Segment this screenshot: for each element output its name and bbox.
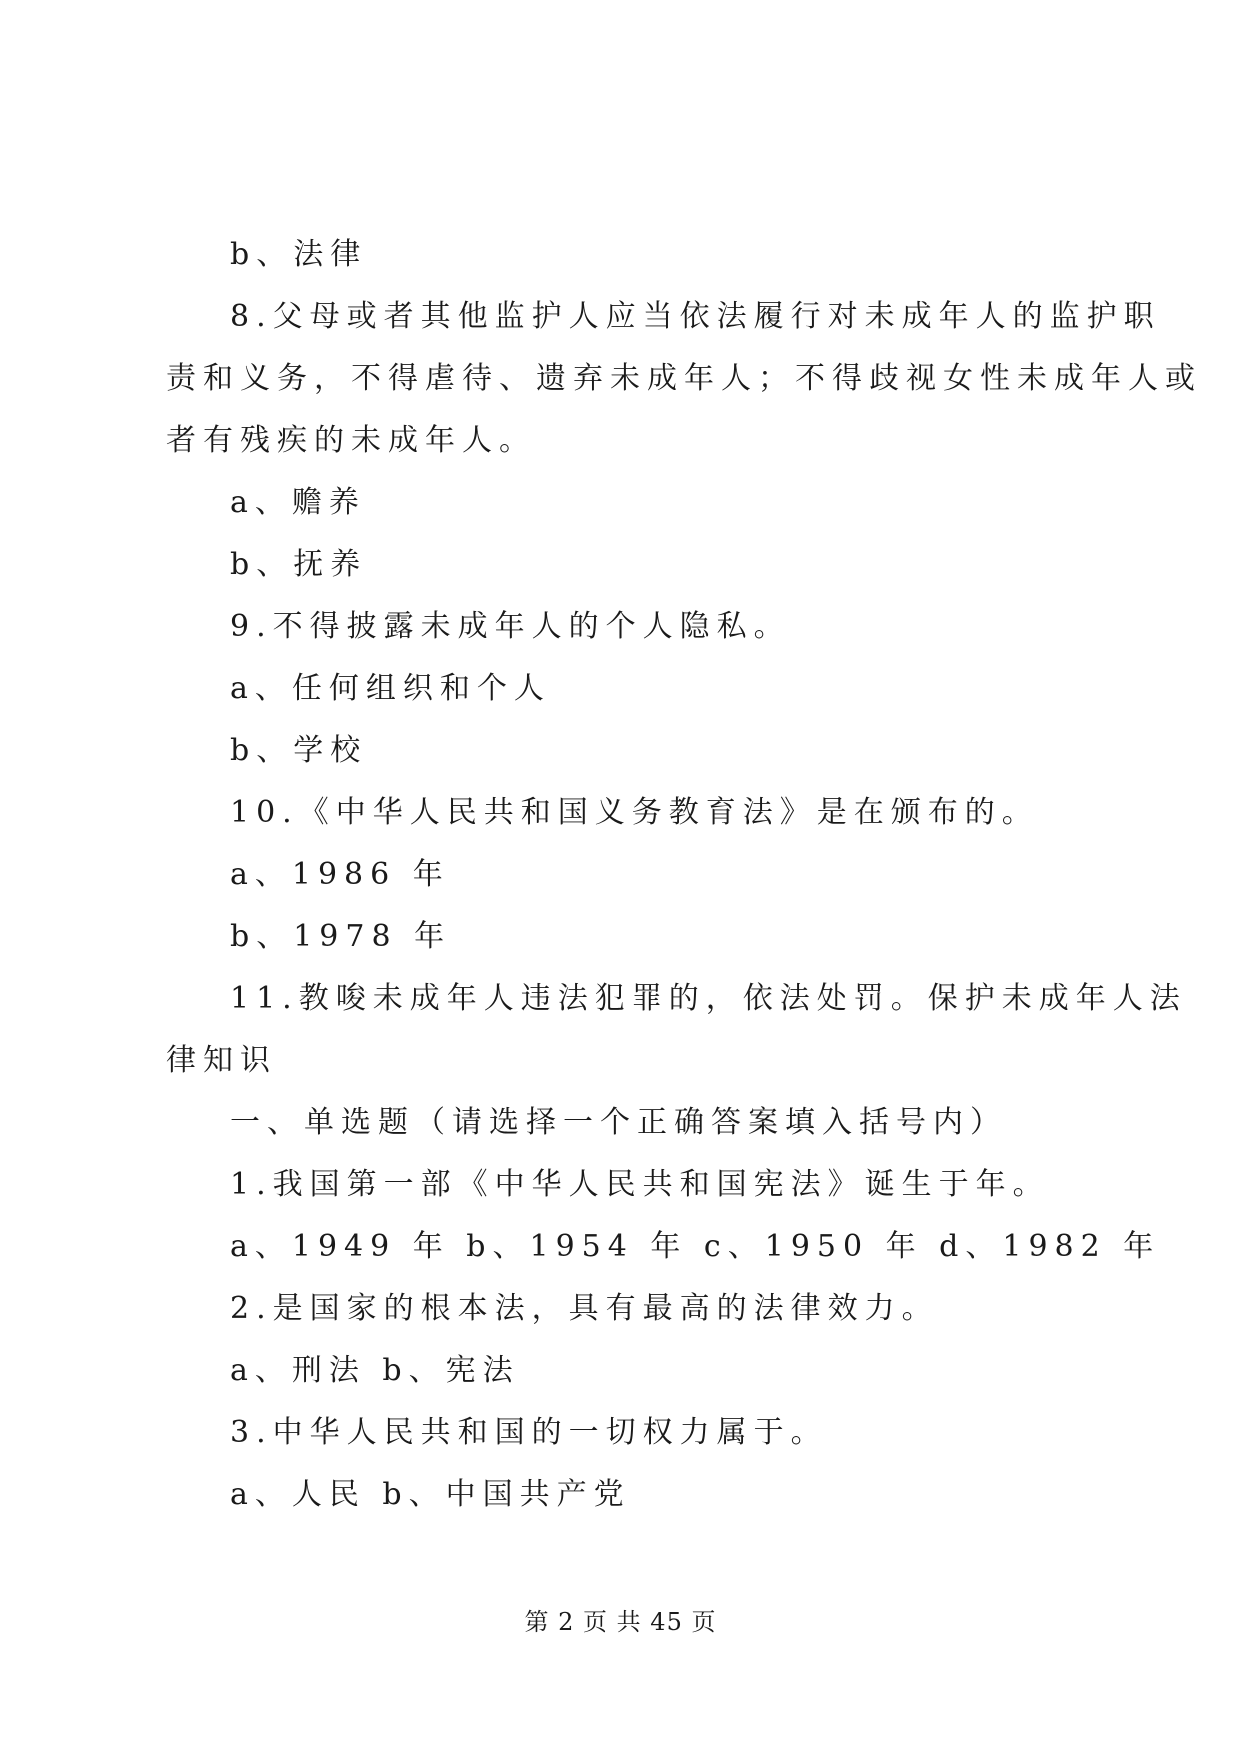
- section-question-1: 1.我国第一部《中华人民共和国宪法》诞生于年。: [230, 1167, 1050, 1202]
- section-question-2: 2.是国家的根本法，具有最高的法律效力。: [230, 1291, 939, 1326]
- question-8-line-2: 责和义务，不得虐待、遗弃未成年人；不得歧视女性未成年人或: [166, 361, 1202, 396]
- option-a-support: a、赡养: [230, 485, 366, 520]
- option-b-raise: b、抚养: [230, 547, 368, 582]
- question-8-line-1: 8.父母或者其他监护人应当依法履行对未成年人的监护职: [230, 299, 1161, 334]
- question-10: 10.《中华人民共和国义务教育法》是在颁布的。: [230, 795, 1039, 830]
- question-8-line-3: 者有残疾的未成年人。: [166, 423, 536, 458]
- page-footer: 第 2 页 共 45 页: [524, 1608, 717, 1636]
- question-11-line-1: 11.教唆未成年人违法犯罪的，依法处罚。保护未成年人法: [230, 981, 1187, 1016]
- option-b-law: b、法律: [230, 237, 368, 272]
- option-b-school: b、学校: [230, 733, 368, 768]
- section-question-3: 3.中华人民共和国的一切权力属于。: [230, 1415, 828, 1450]
- option-a-1986: a、1986 年: [230, 857, 450, 892]
- section-question-2-options: a、刑法 b、宪法: [230, 1353, 520, 1388]
- option-b-1978: b、1978 年: [230, 919, 452, 954]
- question-11-line-2: 律知识: [166, 1043, 277, 1078]
- section-question-1-options: a、1949 年 b、1954 年 c、1950 年 d、1982 年: [230, 1229, 1161, 1264]
- question-9: 9.不得披露未成年人的个人隐私。: [230, 609, 791, 644]
- option-a-any-organization: a、任何组织和个人: [230, 671, 551, 706]
- section-question-3-options: a、人民 b、中国共产党: [230, 1477, 631, 1512]
- section-heading-single-choice: 一、单选题（请选择一个正确答案填入括号内）: [230, 1105, 1007, 1140]
